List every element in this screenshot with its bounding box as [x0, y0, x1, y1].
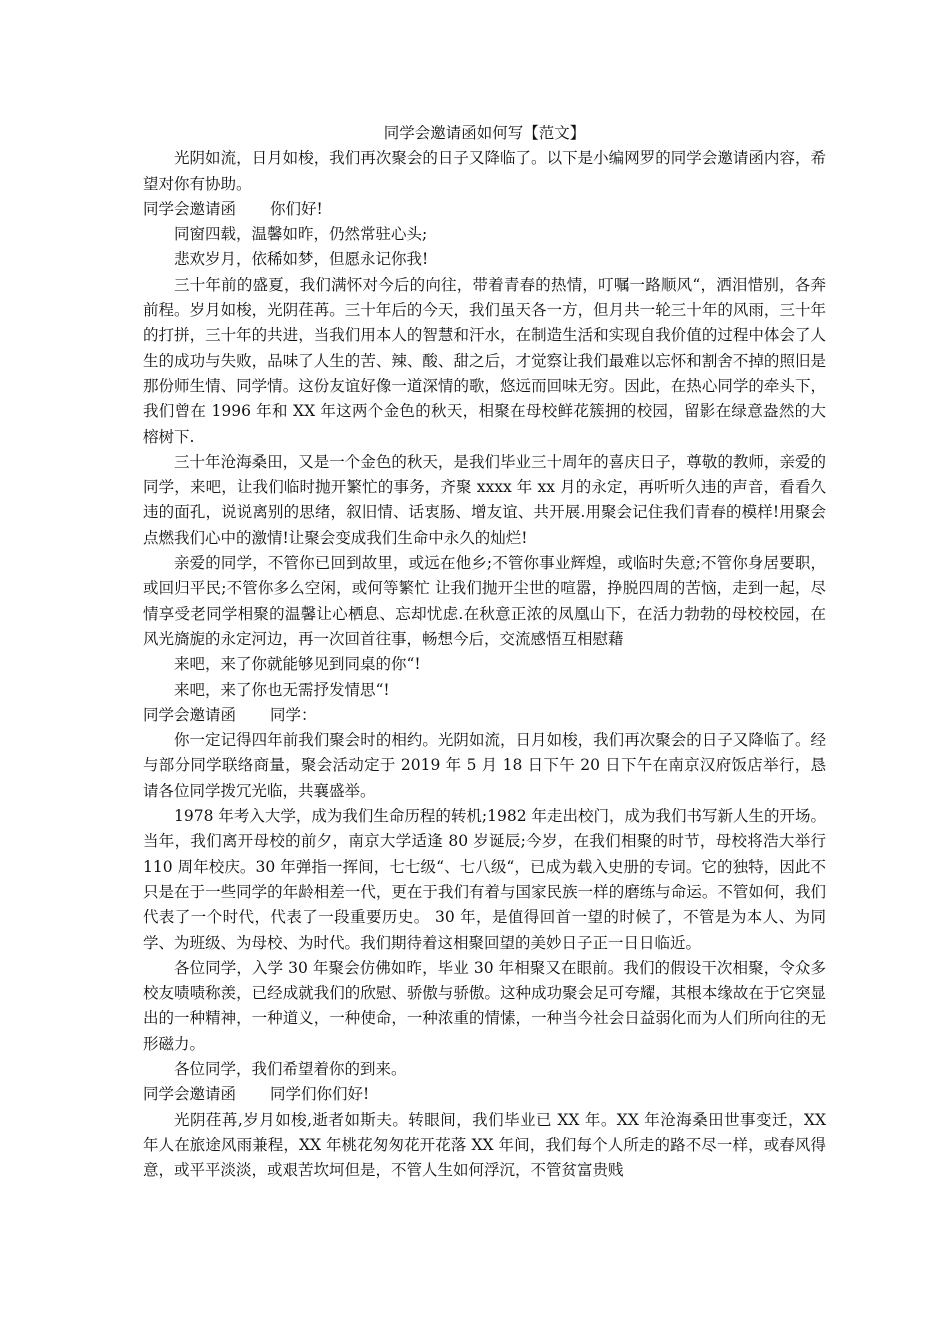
letter1-paragraph: 三十年沧海桑田，又是一个金色的秋天，是我们毕业三十周年的喜庆日子，尊敬的教师，亲爱的同学，来吧，让我们临时抛开繁忙的事务，齐聚 xxxx 年 xx 月的永定，再听听久违的声音，看看久违的面孔，说说离别的思绪，叙旧情、话衷肠、增友谊、共开展.用聚会记住我们青春的模样!用聚会点燃我们心中的激情!让聚会变成我们生命中永久的灿烂! — [143, 452, 826, 547]
letter1-paragraph: 来吧，来了你就能够见到同桌的你“! — [174, 655, 421, 674]
letter1-greeting: 你们好! — [270, 199, 323, 218]
letter2-paragraph: 1978 年考入大学，成为我们生命历程的转机;1982 年走出校门，成为我们书写新人生的开场。当年，我们离开母校的前夕，南京大学适逢 80 岁诞辰;今岁，在我们相聚的时节，母校将浩大举行 110 周年校庆。30 年弹指一挥间，七七级“、七八级“，已成为载入史册的专词。它的独特，因此不只是在于一些同学的年龄相差一代，更在于我们有着与国家民族一样的磨练与命运。不管如何，我们代表了一个时代，代表了一段重要历史。 30 年，是值得回首一望的时候了，不管是为本人、为同学、为班级、为母校、为时代。我们期待着这相聚回望的美妙日子正一日日临近。 — [143, 807, 826, 952]
letter1-heading: 同学会邀请函 — [143, 199, 237, 218]
letter2-paragraph: 你一定记得四年前我们聚会时的相约。光阴如流，日月如梭，我们再次聚会的日子又降临了。经与部分同学联络商量，聚会活动定于 2019 年 5 月 18 日下午 20 日下午在南京汉府饭店举行，恳请各位同学拨冗光临，共襄盛举。 — [143, 731, 826, 800]
letter2-heading: 同学会邀请函 — [143, 705, 237, 724]
letter3-heading: 同学会邀请函 — [143, 1085, 237, 1104]
intro-paragraph: 光阴如流，日月如梭，我们再次聚会的日子又降临了。以下是小编网罗的同学会邀请函内容，希望对你有协助。 — [143, 149, 826, 193]
letter1-heading-line — [143, 197, 826, 222]
letter3-paragraph: 光阴荏苒,岁月如梭,逝者如斯夫。转眼间，我们毕业已 XX 年。XX 年沧海桑田世事变迁，XX 年人在旅途风雨兼程，XX 年桃花匆匆花开花落 XX 年间，我们每个人所走的路不尽一样，或春风得意，或平平淡淡，或艰苦坎坷但是，不管人生如何浮沉，不管贫富贵贱 — [143, 1110, 826, 1180]
letter2-greeting: 同学： — [270, 705, 317, 724]
letter1-paragraph: 悲欢岁月，依稀如梦，但愿永记你我! — [174, 250, 429, 269]
letter3-heading-line — [143, 1082, 826, 1107]
document-title: 同学会邀请函如何写【范文】 — [383, 124, 586, 142]
letter2-heading-line — [143, 703, 826, 728]
letter1-paragraph: 来吧，来了你也无需抒发情思“! — [174, 680, 390, 699]
letter1-paragraph: 同窗四载，温馨如昨，仍然常驻心头; — [174, 225, 428, 244]
document-body — [143, 121, 826, 1183]
letter1-paragraph: 三十年前的盛夏，我们满怀对今后的向往，带着青春的热情，叮嘱一路顺风“，洒泪惜别，各奔前程。岁月如梭，光阴荏苒。三十年后的今天，我们虽天各一方，但月共一轮三十年的风雨，三十年的打拼，三十年的共进，当我们用本人的智慧和汗水，在制造生活和实现自我价值的过程中体会了人生的成功与失败，品味了人生的苦、辣、酸、甜之后，才觉察让我们最难以忘怀和割舍不掉的照旧是那份师生情、同学情。这份友谊好像一道深情的歌，悠远而回味无穷。因此，在热心同学的牵头下，我们曾在 1996 年和 XX 年这两个金色的秋天，相聚在母校鲜花簇拥的校园，留影在绿意盎然的大榕树下. — [143, 275, 826, 446]
letter3-greeting: 同学们你们好! — [270, 1085, 370, 1104]
letter1-paragraph: 亲爱的同学，不管你已回到故里，或远在他乡;不管你事业辉煌，或临时失意;不管你身居要职，或回归平民;不管你多么空闲，或何等繁忙 让我们抛开尘世的喧嚣，挣脱四周的苦恼，走到一起，尽情享受老同学相聚的温馨让心栖息、忘却忧虑.在秋意正浓的凤凰山下，在活力勃勃的母校校园，在风光旖旎的永定河边，再一次回首往事，畅想今后，交流感悟互相慰藉 — [143, 554, 826, 648]
letter2-paragraph: 各位同学，我们希望着你的到来。 — [174, 1059, 407, 1078]
letter2-paragraph: 各位同学，入学 30 年聚会仿佛如昨，毕业 30 年相聚又在眼前。我们的假设干次相聚，令众多校友啧啧称羡，已经成就我们的欣慰、骄傲与骄傲。这种成功聚会足可夸耀，其根本缘故在于它突显出的一种精神，一种道义，一种使命，一种浓重的情愫，一种当今社会日益弱化而为人们所向往的无形磁力。 — [143, 958, 826, 1053]
